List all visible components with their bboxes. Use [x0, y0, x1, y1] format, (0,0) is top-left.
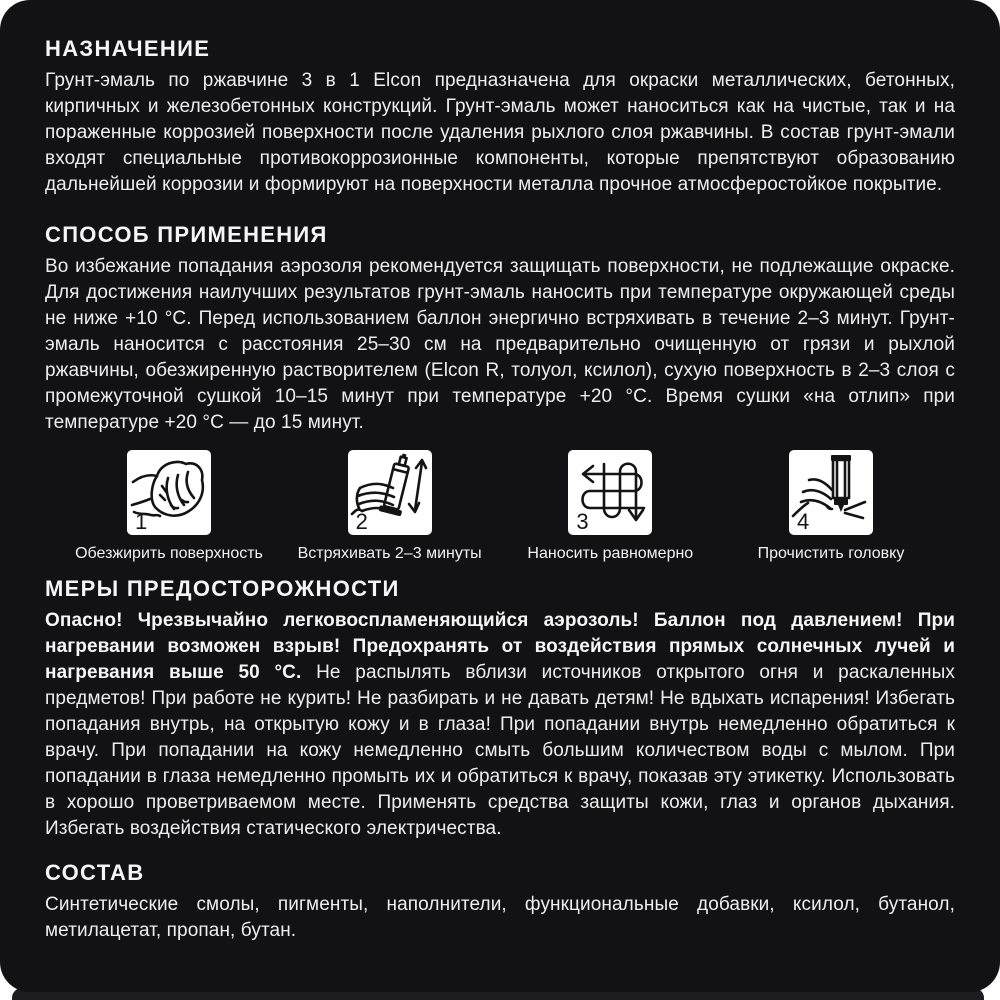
pictogram-degrease: [69, 450, 269, 563]
composition-title: СОСТАВ: [45, 860, 145, 885]
pictogram-caption: Прочистить головку: [757, 545, 905, 562]
precautions-warning-rest: Не распылять вблизи источников открытого огня и раскаленных предметов! При работе не курить! Не разбирать и не давать детям! Не вдыхать испарения! Избегать попадания внутрь, на открытую кожу и в глаза! При попадании внутрь немедленно обратиться к врачу. При попадании на кожу немедленно смыть большим количеством воды с мылом. При попадании в глаза немедленно промыть их и обратиться к врачу, показав эту этикетку. Использовать в хорошо проветриваемом месте. Применять средства защиты кожи, глаз и органов дыхания. Избегать воздействия статического электричества.: [45, 662, 955, 839]
pictogram-number: 4: [796, 509, 810, 534]
pictogram-number: 2: [355, 509, 368, 534]
composition-body: Синтетические смолы, пигменты, наполнители, функциональные добавки, ксилол, бутанол, метилацетат, пропан, бутан.: [45, 894, 955, 941]
purpose-title: НАЗНАЧЕНИЕ: [45, 36, 211, 61]
pictogram-number: 1: [135, 509, 148, 534]
pictogram-caption: Наносить равномерно: [527, 545, 694, 562]
pictogram-row: [45, 450, 955, 563]
pictogram-box-1: [127, 450, 211, 535]
pictogram-box-3: [568, 450, 652, 535]
pictogram-caption: Обезжирить поверхность: [75, 545, 263, 562]
application-title: СПОСОБ ПРИМЕНЕНИЯ: [45, 222, 328, 247]
precautions-title: МЕРЫ ПРЕДОСТОРОЖНОСТИ: [45, 576, 400, 601]
pictogram-apply: [510, 450, 710, 563]
section-application: [45, 222, 955, 436]
pictogram-number: 3: [576, 509, 589, 534]
pictogram-shake: [290, 450, 490, 563]
pictogram-clean: [731, 450, 931, 563]
pictogram-caption: Встряхивать 2–3 минуты: [297, 545, 482, 562]
application-body: Во избежание попадания аэрозоля рекомендуется защищать поверхности, не подлежащие окраске. Для достижения наилучших результатов грунт-эмаль наносить при температуре окружающей среды не ниже +10 °C. Перед использованием баллон энергично встряхивать в течение 2–3 минут. Грунт-эмаль наносится с расстояния 25–30 см на предварительно очищенную от грязи и рыхлой ржавчины, обезжиренную растворителем (Elcon R, толуол, ксилол), сухую поверхность в 2–3 слоя с промежуточной сушкой 10–15 минут при температуре +20 °C. Время сушки «на отлип» при температуре +20 °C — до 15 минут.: [45, 256, 955, 433]
precautions-body: [45, 608, 955, 842]
pictogram-box-2: [348, 450, 432, 535]
purpose-body: Грунт-эмаль по ржавчине 3 в 1 Elcon предназначена для окраски металлических, бетонных, кирпичных и железобетонных конструкций. Грунт-эмаль может наноситься как на чистые, так и на пораженные коррозией поверхности после удаления рыхлого слоя ржавчины. В состав грунт-эмали входят специальные противокоррозионные компоненты, которые препятствуют образованию дальнейшей коррозии и формируют на поверхности металла прочное атмосферостойкое покрытие.: [45, 70, 955, 195]
pictogram-box-4: [789, 450, 873, 535]
section-purpose: [45, 36, 955, 198]
section-precautions: [45, 576, 955, 842]
section-composition: [45, 860, 955, 944]
precautions-warning-bold: Опасно! Чрезвычайно легковоспламеняющийся аэрозоль! Баллон под давлением! При нагревании возможен взрыв! Предохранять от воздействия прямых солнечных лучей и нагревания выше 50 °C.: [45, 610, 955, 683]
